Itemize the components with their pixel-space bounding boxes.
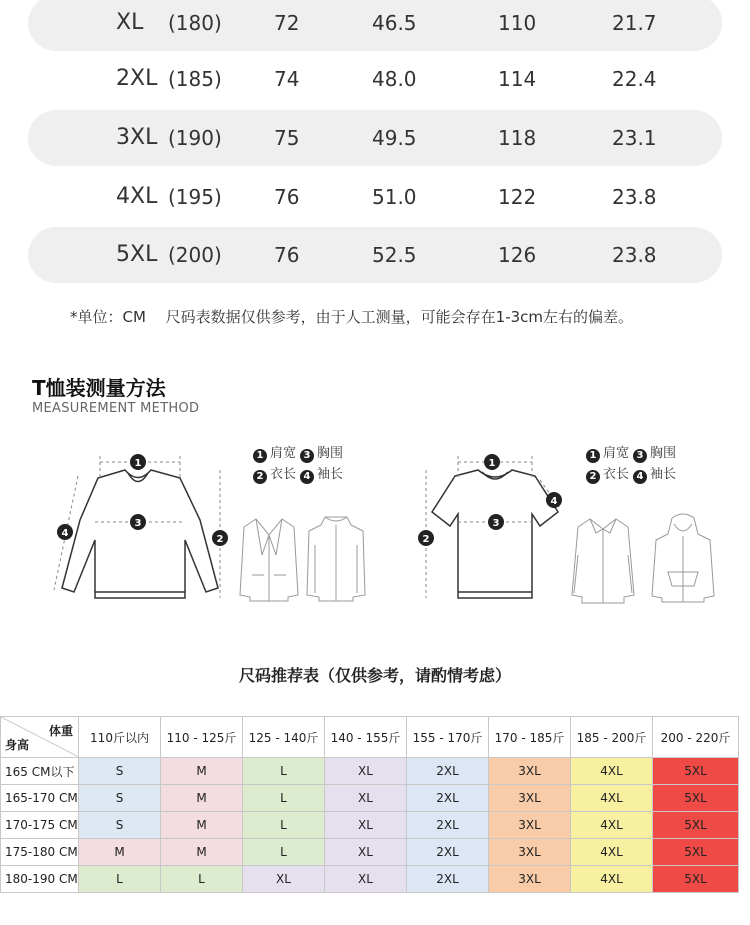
size-row — [28, 169, 722, 225]
table-header-row — [1, 717, 739, 758]
shoulder-value: 49.5 — [372, 126, 417, 150]
sleeve-value: 23.1 — [612, 126, 657, 150]
size-cell: M — [79, 839, 161, 866]
size-cell: XL — [325, 812, 407, 839]
section-subtitle: MEASUREMENT METHOD — [32, 401, 200, 416]
length-value: 72 — [274, 11, 300, 35]
legend-label: 肩宽 — [603, 446, 630, 461]
shoulder-value: 51.0 — [372, 185, 417, 209]
table-row — [1, 758, 739, 785]
chest-value: 126 — [498, 243, 537, 267]
chest-value: 118 — [498, 126, 537, 150]
size-cell: L — [243, 839, 325, 866]
section-title: T恤装测量方法 — [32, 376, 166, 400]
weight-header: 125 - 140斤 — [243, 717, 325, 758]
height-label: (180) — [168, 11, 222, 35]
weight-header: 110斤以内 — [79, 717, 161, 758]
weight-header: 170 - 185斤 — [489, 717, 571, 758]
jacket-sketch-icon — [305, 515, 367, 603]
table-row — [1, 785, 739, 812]
shoulder-value: 52.5 — [372, 243, 417, 267]
weight-header: 185 - 200斤 — [571, 717, 653, 758]
length-value: 74 — [274, 67, 300, 91]
sleeve-value: 21.7 — [612, 11, 657, 35]
size-cell: M — [161, 839, 243, 866]
size-cell: 5XL — [653, 758, 739, 785]
size-cell: XL — [325, 866, 407, 893]
weight-header: 155 - 170斤 — [407, 717, 489, 758]
height-label: (200) — [168, 243, 222, 267]
legend-number: 2 — [253, 470, 267, 484]
size-cell: XL — [325, 839, 407, 866]
size-cell: M — [161, 812, 243, 839]
blazer-sketch-icon — [238, 515, 300, 603]
measurement-legend — [586, 443, 676, 485]
recommend-title: 尺码推荐表（仅供参考，请酌情考虑） — [238, 666, 511, 685]
weight-label: 体重 — [48, 724, 73, 738]
long-sleeve-diagram-icon — [40, 440, 240, 610]
size-cell: 3XL — [489, 866, 571, 893]
row-height-label: 180-190 CM — [1, 866, 79, 893]
sleeve-value: 23.8 — [612, 185, 657, 209]
svg-text:3: 3 — [492, 518, 500, 529]
size-label: 2XL — [116, 66, 158, 91]
size-cell: L — [243, 812, 325, 839]
size-cell: 4XL — [571, 839, 653, 866]
shirt-sketch-icon — [570, 515, 636, 605]
size-cell: 5XL — [653, 839, 739, 866]
chest-value: 122 — [498, 185, 537, 209]
row-height-label: 165 CM以下 — [1, 758, 79, 785]
size-cell: S — [79, 758, 161, 785]
svg-text:4: 4 — [550, 496, 558, 507]
hoodie-sketch-icon — [650, 512, 716, 604]
legend-label: 袖长 — [317, 467, 344, 482]
size-cell: 3XL — [489, 839, 571, 866]
size-cell: 2XL — [407, 812, 489, 839]
sleeve-value: 23.8 — [612, 243, 657, 267]
size-cell: 5XL — [653, 812, 739, 839]
size-row — [28, 227, 722, 283]
size-cell: 4XL — [571, 785, 653, 812]
size-row — [28, 110, 722, 166]
legend-label: 胸围 — [650, 446, 677, 461]
size-cell: 3XL — [489, 812, 571, 839]
shoulder-value: 48.0 — [372, 67, 417, 91]
row-height-label: 175-180 CM — [1, 839, 79, 866]
measurement-legend — [253, 443, 343, 485]
table-row — [1, 812, 739, 839]
size-label: 4XL — [116, 184, 158, 209]
unit-note: *单位：CM 尺码表数据仅供参考，由于人工测量，可能会存在1-3cm左右的偏差。 — [70, 308, 634, 326]
weight-header: 200 - 220斤 — [653, 717, 739, 758]
length-value: 75 — [274, 126, 300, 150]
size-cell: M — [161, 785, 243, 812]
size-cell: 4XL — [571, 866, 653, 893]
svg-text:4: 4 — [61, 528, 69, 539]
size-cell: 2XL — [407, 758, 489, 785]
size-cell: 3XL — [489, 785, 571, 812]
table-row — [1, 839, 739, 866]
tshirt-diagram-icon — [410, 440, 570, 610]
sleeve-value: 22.4 — [612, 67, 657, 91]
legend-label: 衣长 — [270, 467, 297, 482]
weight-header: 140 - 155斤 — [325, 717, 407, 758]
length-value: 76 — [274, 185, 300, 209]
size-cell: S — [79, 812, 161, 839]
height-label: 身高 — [5, 738, 30, 752]
height-label: (195) — [168, 185, 222, 209]
legend-number: 4 — [633, 470, 647, 484]
size-cell: 5XL — [653, 866, 739, 893]
legend-number: 3 — [300, 449, 314, 463]
legend-label: 袖长 — [650, 467, 677, 482]
size-cell: 4XL — [571, 758, 653, 785]
size-cell: L — [243, 758, 325, 785]
size-cell: L — [79, 866, 161, 893]
height-label: (190) — [168, 126, 222, 150]
size-row — [28, 0, 722, 51]
svg-text:1: 1 — [488, 458, 496, 469]
svg-text:1: 1 — [134, 458, 142, 469]
table-row — [1, 866, 739, 893]
legend-label: 肩宽 — [270, 446, 297, 461]
size-cell: XL — [325, 758, 407, 785]
size-cell: L — [161, 866, 243, 893]
shoulder-value: 46.5 — [372, 11, 417, 35]
size-recommend-table — [0, 716, 739, 893]
size-label: 5XL — [116, 242, 158, 267]
size-label: 3XL — [116, 125, 158, 150]
size-cell: XL — [325, 785, 407, 812]
size-cell: 3XL — [489, 758, 571, 785]
size-cell: 2XL — [407, 866, 489, 893]
size-cell: 4XL — [571, 812, 653, 839]
weight-header: 110 - 125斤 — [161, 717, 243, 758]
svg-text:3: 3 — [134, 518, 142, 529]
svg-text:2: 2 — [216, 534, 224, 545]
legend-number: 1 — [253, 449, 267, 463]
size-cell: 2XL — [407, 785, 489, 812]
size-cell: S — [79, 785, 161, 812]
chest-value: 114 — [498, 67, 537, 91]
size-cell: M — [161, 758, 243, 785]
length-value: 76 — [274, 243, 300, 267]
legend-label: 胸围 — [317, 446, 344, 461]
legend-number: 1 — [586, 449, 600, 463]
chest-value: 110 — [498, 11, 537, 35]
size-cell: XL — [243, 866, 325, 893]
legend-number: 2 — [586, 470, 600, 484]
size-cell: 5XL — [653, 785, 739, 812]
size-cell: 2XL — [407, 839, 489, 866]
height-label: (185) — [168, 67, 222, 91]
row-height-label: 165-170 CM — [1, 785, 79, 812]
size-cell: L — [243, 785, 325, 812]
row-height-label: 170-175 CM — [1, 812, 79, 839]
size-row — [28, 51, 722, 107]
size-label: XL — [116, 10, 144, 35]
legend-label: 衣长 — [603, 467, 630, 482]
legend-number: 4 — [300, 470, 314, 484]
svg-text:2: 2 — [422, 534, 430, 545]
legend-number: 3 — [633, 449, 647, 463]
corner-cell — [1, 717, 79, 758]
